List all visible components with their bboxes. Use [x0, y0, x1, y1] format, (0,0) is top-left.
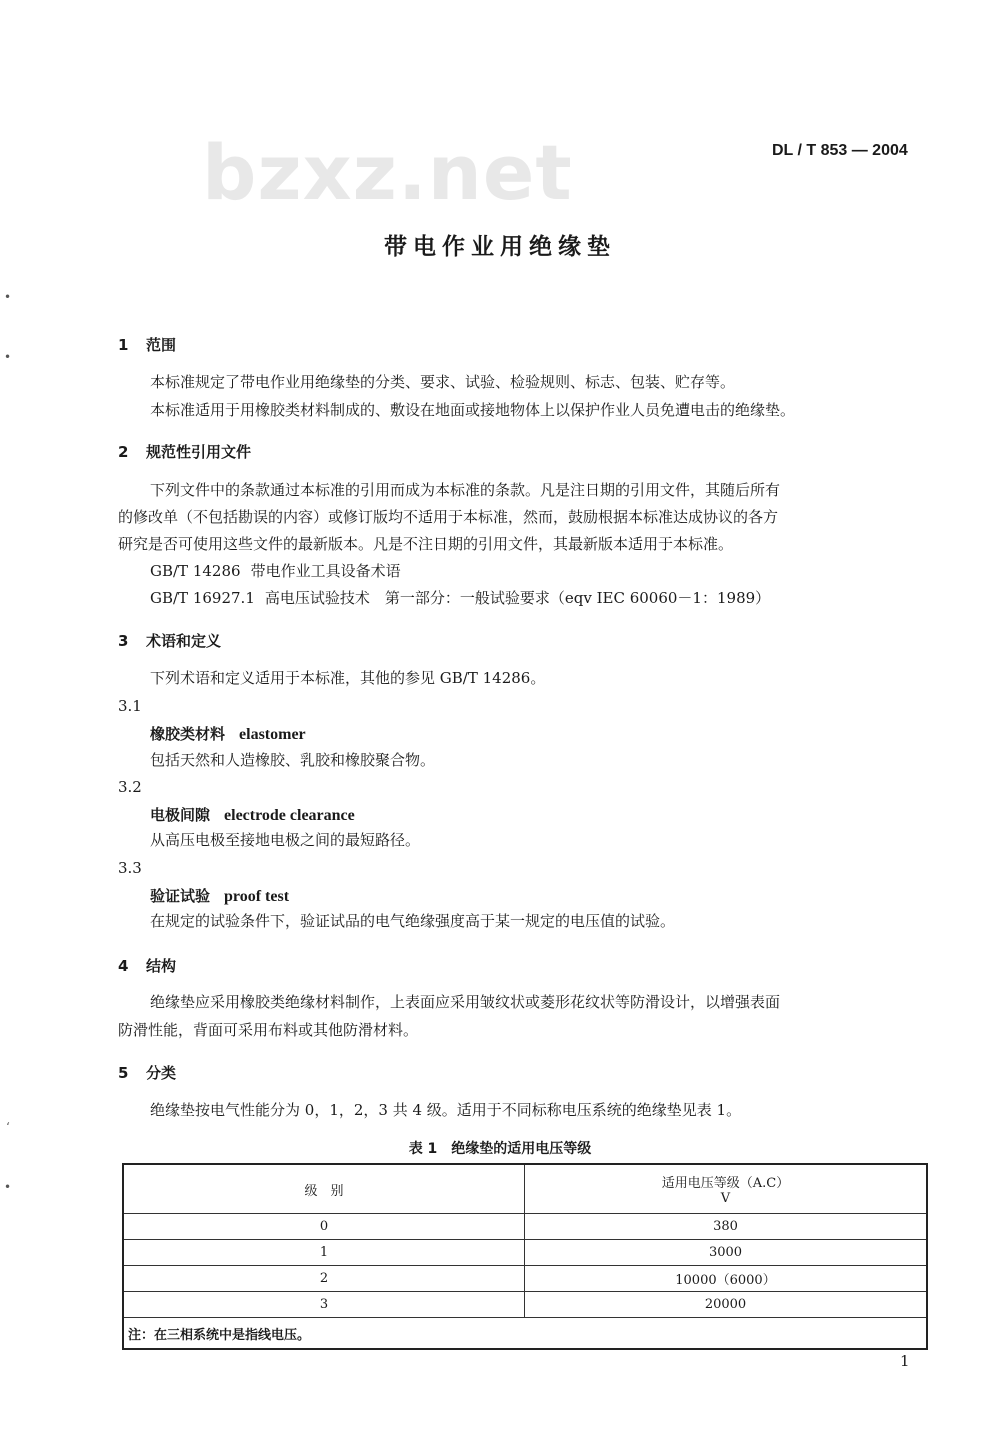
paragraph-line: 下列文件中的条款通过本标准的引用而成为本标准的条款。凡是注日期的引用文件，其随后所有: [150, 481, 781, 499]
scan-speck: •: [4, 290, 12, 304]
voltage-level-table: [122, 1163, 928, 1350]
term-definition: 从高压电极至接地电极之间的最短路径。: [150, 831, 421, 849]
cell-voltage: 20000: [525, 1292, 928, 1318]
term-number: 3.1: [118, 697, 142, 715]
reference-title: 高电压试验技术 第一部分：一般试验要求（eqv IEC 60060－1：1989）: [264, 589, 771, 607]
term-chinese: 电极间隙: [150, 806, 211, 824]
paragraph-line: 的修改单（不包括勘误的内容）或修订版均不适用于本标准，然而，鼓励根据本标准达成协议的各方: [118, 508, 779, 526]
table-header-row: [123, 1164, 927, 1214]
paragraph-line: 防滑性能，背面可采用布料或其他防滑材料。: [118, 1021, 419, 1039]
section-4-heading: [118, 955, 176, 976]
term-chinese: 橡胶类材料: [150, 725, 226, 743]
section-1-heading: [118, 334, 176, 355]
table-row: [123, 1266, 927, 1292]
term-english: elastomer: [239, 726, 306, 743]
cell-level: 2: [123, 1266, 525, 1292]
column-header-voltage-unit: V: [720, 1191, 731, 1206]
section-title: 术语和定义: [146, 632, 222, 650]
term-definition: 包括天然和人造橡胶、乳胶和橡胶聚合物。: [150, 751, 436, 769]
term-title: [150, 885, 289, 906]
section-5-heading: [118, 1062, 176, 1083]
reference-1: [150, 560, 411, 581]
cell-level: 1: [123, 1240, 525, 1266]
table-note: 注：在三相系统中是指线电压。: [123, 1318, 927, 1350]
term-number: 3.2: [118, 778, 142, 796]
paragraph: 本标准适用于用橡胶类材料制成的、敷设在地面或接地物体上以保护作业人员免遭电击的绝缘垫。: [150, 401, 796, 419]
cell-voltage: 380: [525, 1214, 928, 1240]
table-row: [123, 1292, 927, 1318]
paragraph: 本标准规定了带电作业用绝缘垫的分类、要求、试验、检验规则、标志、包装、贮存等。: [150, 373, 736, 391]
reference-code: GB/T 16927.1: [150, 589, 255, 607]
cell-voltage: 3000: [525, 1240, 928, 1266]
reference-code: GB/T 14286: [150, 562, 241, 580]
section-title: 分类: [146, 1064, 177, 1082]
cell-level: 3: [123, 1292, 525, 1318]
cell-level: 0: [123, 1214, 525, 1240]
section-3-heading: [118, 630, 221, 651]
scan-speck: ‘: [6, 1120, 10, 1134]
paragraph-line: 研究是否可使用这些文件的最新版本。凡是不注日期的引用文件，其最新版本适用于本标准。: [118, 535, 734, 553]
cell-voltage: 10000（6000）: [525, 1266, 928, 1292]
section-title: 范围: [146, 336, 177, 354]
section-number: 2: [118, 443, 129, 461]
paragraph: 绝缘垫按电气性能分为 0，1，2，3 共 4 级。适用于不同标称电压系统的绝缘垫见表 1。: [150, 1101, 742, 1119]
paragraph-line: 绝缘垫应采用橡胶类绝缘材料制作，上表面应采用皱纹状或菱形花纹状等防滑设计，以增强表面: [150, 993, 781, 1011]
table-row: [123, 1214, 927, 1240]
table-row: [123, 1240, 927, 1266]
section-number: 3: [118, 632, 129, 650]
section-number: 1: [118, 336, 129, 354]
page-number: 1: [900, 1352, 910, 1370]
term-english: electrode clearance: [224, 807, 355, 824]
paragraph: 下列术语和定义适用于本标准，其他的参见 GB/T 14286。: [150, 669, 546, 687]
section-number: 5: [118, 1064, 129, 1082]
term-definition: 在规定的试验条件下，验证试品的电气绝缘强度高于某一规定的电压值的试验。: [150, 912, 676, 930]
reference-title: 带电作业工具设备术语: [250, 562, 401, 580]
reference-2: [150, 587, 780, 608]
term-title: [150, 723, 306, 744]
term-title: [150, 804, 355, 825]
column-header-level: 级 别: [123, 1164, 525, 1214]
term-chinese: 验证试验: [150, 887, 211, 905]
column-header-voltage: [525, 1164, 928, 1214]
document-title: 带电作业用绝缘垫: [384, 234, 616, 260]
watermark: bzxz.net: [202, 128, 573, 217]
column-header-voltage-label: 适用电压等级（A.C）: [661, 1176, 790, 1191]
document-number: DL / T 853 — 2004: [772, 142, 908, 159]
scan-speck: •: [4, 350, 12, 364]
section-title: 规范性引用文件: [146, 443, 252, 461]
term-english: proof test: [224, 888, 290, 905]
section-title: 结构: [146, 957, 177, 975]
table-caption: 表 1 绝缘垫的适用电压等级: [408, 1141, 592, 1157]
section-number: 4: [118, 957, 129, 975]
term-number: 3.3: [118, 859, 142, 877]
scan-speck: •: [4, 1180, 12, 1194]
table-note-row: [123, 1318, 927, 1350]
section-2-heading: [118, 441, 251, 462]
